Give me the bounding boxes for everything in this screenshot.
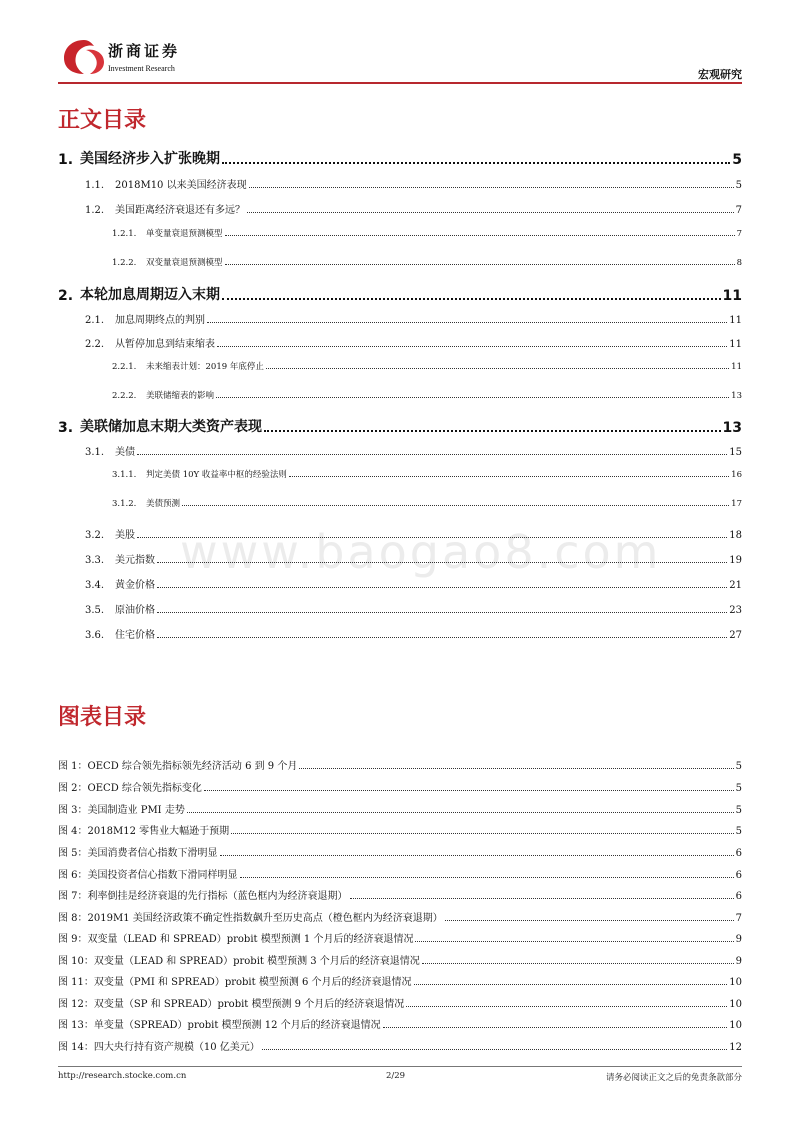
toc-entry-page: 19 [729, 555, 742, 566]
figure-entry[interactable] [58, 1038, 742, 1053]
dot-leader [240, 877, 734, 878]
toc-entry-label: 美债 [115, 447, 135, 458]
figure-entry[interactable] [58, 930, 742, 945]
toc-entry-page: 13 [731, 391, 742, 401]
toc-entry-number: 3.1. [85, 447, 105, 458]
toc-entry-page: 11 [729, 339, 742, 350]
toc-entry-label: 双变量衰退预测模型 [146, 258, 223, 268]
figure-entry-label: 图 5：美国消费者信心指数下滑明显 [58, 848, 218, 859]
dot-leader [157, 637, 727, 638]
toc-entry[interactable] [85, 601, 742, 616]
figure-entry[interactable] [58, 1016, 742, 1031]
watermark: www.baogao8.com [180, 525, 662, 579]
company-logo [62, 38, 106, 76]
figure-entry-page: 5 [735, 783, 742, 794]
figure-entry[interactable] [58, 757, 742, 772]
toc-entry[interactable] [85, 551, 742, 566]
figure-entry-label: 图 11：双变量（PMI 和 SPREAD）probit 模型预测 6 个月后的经济衰退情况 [58, 977, 412, 988]
figure-entry-page: 9 [735, 934, 742, 945]
toc-entry-number: 2.2. [85, 339, 105, 350]
toc-entry-label: 黄金价格 [115, 580, 155, 591]
toc-entry-number: 2. [58, 288, 74, 304]
toc-entry-page: 8 [736, 258, 742, 268]
toc-entry-number: 1.1. [85, 180, 105, 191]
dot-leader [406, 1006, 727, 1007]
toc-entry-label: 2018M10 以来美国经济表现 [115, 180, 247, 191]
dot-leader [157, 587, 727, 588]
dot-leader [289, 476, 729, 477]
dot-leader [350, 898, 734, 899]
figure-entry-page: 10 [729, 977, 742, 988]
figure-entry[interactable] [58, 844, 742, 859]
dot-leader [182, 505, 729, 506]
toc-entry[interactable] [58, 284, 742, 304]
figure-entry-label: 图 12：双变量（SP 和 SPREAD）probit 模型预测 9 个月后的经济衰退情况 [58, 999, 405, 1010]
toc-entry-page: 11 [729, 315, 742, 326]
toc-entry[interactable] [112, 468, 742, 480]
dot-leader [225, 264, 735, 265]
toc-entry-page: 7 [735, 205, 742, 216]
toc-entry-label: 原油价格 [115, 605, 155, 616]
toc-entry[interactable] [58, 416, 742, 436]
dot-leader [216, 397, 729, 398]
dot-leader [217, 346, 727, 347]
figure-entry-page: 7 [735, 913, 742, 924]
dot-leader [220, 855, 734, 856]
dot-leader [249, 187, 734, 188]
dot-leader [137, 537, 727, 538]
toc-entry-label: 美国距离经济衰退还有多远？ [115, 205, 245, 216]
dot-leader [231, 833, 733, 834]
toc-entry-page: 18 [729, 530, 742, 541]
toc-entry-page: 11 [731, 362, 742, 372]
brand-name-cn: 浙商证券 [108, 42, 181, 60]
dot-leader [445, 920, 734, 921]
figure-entry[interactable] [58, 887, 742, 902]
toc-entry-number: 3.2. [85, 530, 105, 541]
toc-entry-label: 美元指数 [115, 555, 155, 566]
toc-entry[interactable] [85, 626, 742, 641]
figure-entry[interactable] [58, 779, 742, 794]
dot-leader [207, 322, 727, 323]
toc-entry-page: 5 [735, 180, 742, 191]
toc-entry-page: 17 [731, 499, 742, 509]
toc-entry[interactable] [112, 389, 742, 401]
toc-entry[interactable] [85, 443, 742, 458]
figure-entry-label: 图 14：四大央行持有资产规模（10 亿美元） [58, 1042, 260, 1053]
figure-entry-page: 6 [735, 870, 742, 881]
toc-entry-label: 单变量衰退预测模型 [146, 229, 223, 239]
toc-entry[interactable] [85, 335, 742, 350]
figure-entry[interactable] [58, 995, 742, 1010]
dot-leader [414, 984, 728, 985]
toc-entry-label: 判定美债 10Y 收益率中枢的经验法则 [146, 470, 287, 480]
toc-entry-label: 美联储缩表的影响 [146, 391, 215, 401]
figure-entry-label: 图 1：OECD 综合领先指标领先经济活动 6 到 9 个月 [58, 761, 298, 772]
toc-entry[interactable] [112, 360, 742, 372]
dot-leader [137, 454, 727, 455]
figure-entry[interactable] [58, 909, 742, 924]
figure-entry-label: 图 7：利率倒挂是经济衰退的先行指标（蓝色框内为经济衰退期） [58, 891, 348, 902]
dot-leader [157, 612, 727, 613]
toc-entry-number: 1.2.1. [112, 229, 137, 239]
dot-leader [222, 162, 730, 164]
footer-disclaimer: 请务必阅读正文之后的免责条款部分 [605, 1073, 742, 1083]
toc-entry-label: 加息周期终点的判别 [115, 315, 205, 326]
toc-entry-label: 本轮加息周期迈入末期 [80, 287, 220, 303]
toc-entry-page: 23 [729, 605, 742, 616]
toc-entry-number: 3.4. [85, 580, 105, 591]
toc-entry-number: 1. [58, 152, 74, 168]
toc-entry-label: 美联储加息末期大类资产表现 [80, 419, 262, 435]
toc-entry[interactable] [85, 311, 742, 326]
figure-entry-page: 10 [729, 1020, 742, 1031]
toc-entry-page: 27 [729, 630, 742, 641]
toc-entry[interactable] [85, 201, 742, 216]
figure-entry-page: 12 [729, 1042, 742, 1053]
figure-entry[interactable] [58, 822, 742, 837]
toc-entry-number: 2.1. [85, 315, 105, 326]
dot-leader [187, 812, 734, 813]
figure-entry-page: 6 [735, 848, 742, 859]
footer-url[interactable]: http://research.stocke.com.cn [58, 1071, 187, 1081]
toc-entry-label: 美国经济步入扩张晚期 [80, 151, 220, 167]
dot-leader [247, 212, 734, 213]
dot-leader [157, 562, 727, 563]
page-number: 2/29 [386, 1071, 406, 1081]
figure-entry-page: 5 [735, 826, 742, 837]
toc-entry-label: 美债预测 [146, 499, 181, 509]
toc-entry[interactable] [85, 576, 742, 591]
figure-entry[interactable] [58, 801, 742, 816]
toc-entry-page: 21 [729, 580, 742, 591]
toc-entry-page: 13 [722, 420, 742, 436]
figure-entry-label: 图 9：双变量（LEAD 和 SPREAD）probit 模型预测 1 个月后的经济衰退情况 [58, 934, 414, 945]
toc-entry-number: 1.2.2. [112, 258, 137, 268]
figure-entry-label: 图 3：美国制造业 PMI 走势 [58, 805, 185, 816]
toc-entry-number: 3.1.2. [112, 499, 137, 509]
toc-entry-number: 2.2.1. [112, 362, 137, 372]
dot-leader [264, 430, 721, 432]
dot-leader [415, 941, 733, 942]
figure-entry-page: 5 [735, 761, 742, 772]
toc-entry-page: 11 [722, 288, 742, 304]
header-section-label: 宏观研究 [698, 68, 742, 81]
toc-entry-label: 住宅价格 [115, 630, 155, 641]
figure-entry-page: 10 [729, 999, 742, 1010]
figure-entry-label: 图 8：2019M1 美国经济政策不确定性指数飙升至历史高点（橙色框内为经济衰退期） [58, 913, 443, 924]
dot-leader [262, 1049, 727, 1050]
toc-title: 正文目录 [58, 108, 147, 133]
figure-entry[interactable] [58, 952, 742, 967]
toc-entry[interactable] [112, 256, 742, 268]
dot-leader [225, 235, 735, 236]
toc-entry[interactable] [112, 497, 742, 509]
dot-leader [383, 1027, 728, 1028]
toc-entry-label: 美股 [115, 530, 135, 541]
figure-entry-label: 图 13：单变量（SPREAD）probit 模型预测 12 个月后的经济衰退情况 [58, 1020, 381, 1031]
figure-entry-page: 5 [735, 805, 742, 816]
dot-leader [204, 790, 734, 791]
toc-entry[interactable] [112, 227, 742, 239]
toc-entry-label: 从暂停加息到结束缩表 [115, 339, 215, 350]
toc-entry[interactable] [85, 526, 742, 541]
figure-entry-label: 图 2：OECD 综合领先指标变化 [58, 783, 202, 794]
dot-leader [299, 768, 733, 769]
figure-entry[interactable] [58, 866, 742, 881]
figure-entry[interactable] [58, 973, 742, 988]
footer-divider [58, 1066, 742, 1067]
header-divider [58, 82, 742, 84]
toc-entry-page: 16 [731, 470, 742, 480]
figure-entry-label: 图 10：双变量（LEAD 和 SPREAD）probit 模型预测 3 个月后的经济衰退情况 [58, 956, 420, 967]
figures-title: 图表目录 [58, 705, 147, 730]
figure-entry-page: 9 [735, 956, 742, 967]
dot-leader [266, 368, 729, 369]
figure-entry-label: 图 4：2018M12 零售业大幅逊于预期 [58, 826, 230, 837]
toc-entry-page: 7 [736, 229, 742, 239]
toc-entry-number: 2.2.2. [112, 391, 137, 401]
toc-entry-number: 3.6. [85, 630, 105, 641]
dot-leader [422, 963, 734, 964]
toc-entry-number: 3. [58, 420, 74, 436]
toc-entry[interactable] [85, 176, 742, 191]
figure-entry-page: 6 [735, 891, 742, 902]
toc-entry[interactable] [58, 148, 742, 168]
toc-entry-page: 15 [729, 447, 742, 458]
toc-entry-number: 3.1.1. [112, 470, 137, 480]
toc-entry-number: 3.5. [85, 605, 105, 616]
toc-entry-number: 1.2. [85, 205, 105, 216]
toc-entry-page: 5 [732, 152, 742, 168]
dot-leader [222, 298, 721, 300]
figure-entry-label: 图 6：美国投资者信心指数下滑同样明显 [58, 870, 238, 881]
toc-entry-number: 3.3. [85, 555, 105, 566]
brand-name-en: Investment Research [108, 64, 175, 73]
toc-entry-label: 未来缩表计划：2019 年底停止 [146, 362, 264, 372]
